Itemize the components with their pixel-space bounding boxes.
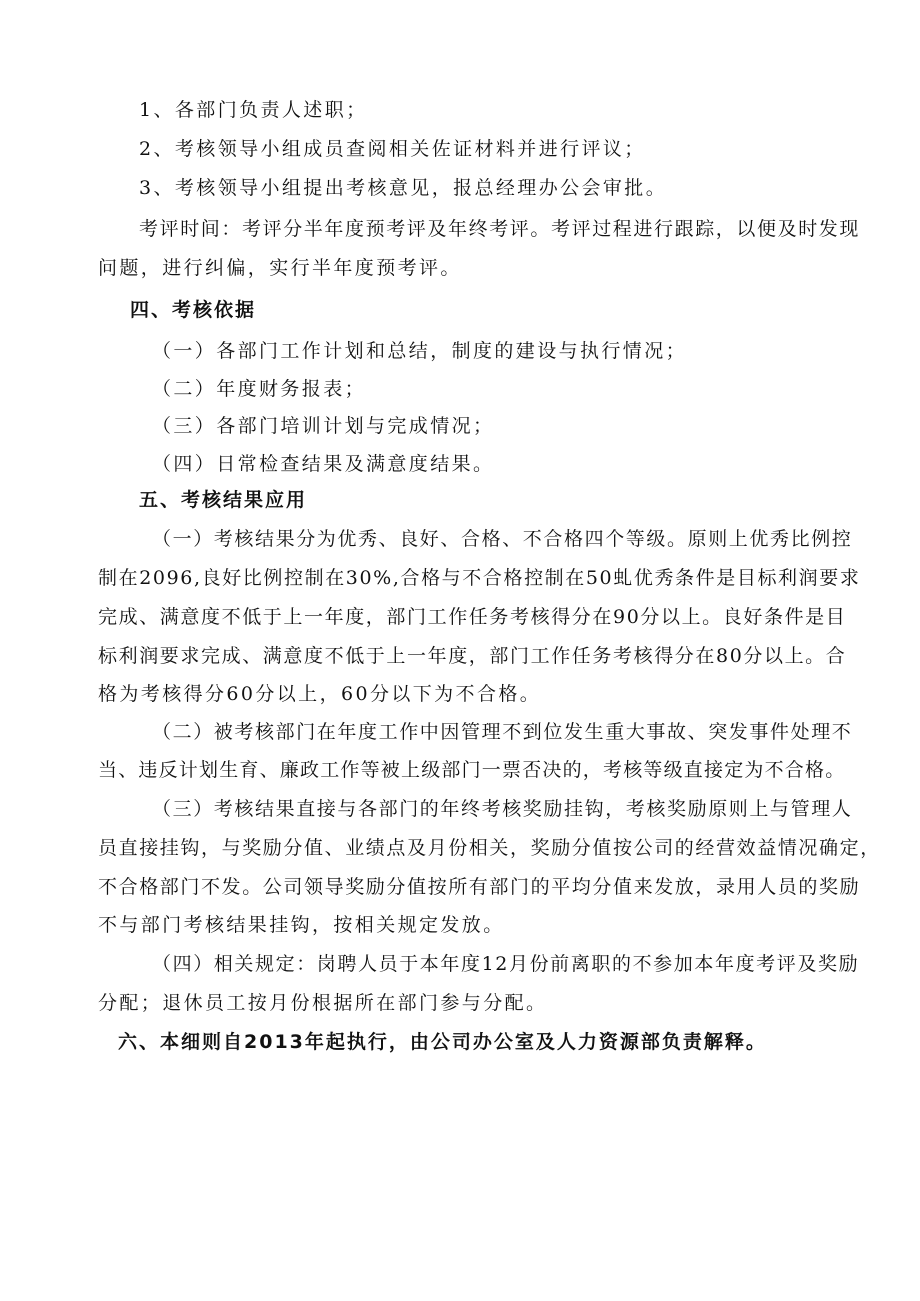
- section4-item-4: （四）日常检查结果及满意度结果。: [152, 453, 495, 475]
- section5-para1-line3: 完成、满意度不低于上一年度，部门工作任务考核得分在90分以上。良好条件是目: [98, 606, 847, 628]
- section5-para1-line4: 标利润要求完成、满意度不低于上一年度，部门工作任务考核得分在80分以上。合: [98, 645, 847, 667]
- section5-para3-line1: （三）考核结果直接与各部门的年终考核奖励挂钩，考核奖励原则上与管理人: [152, 798, 853, 820]
- section5-para2-line2: 当、违反计划生育、廉政工作等被上级部门一票否决的，考核等级直接定为不合格。: [98, 759, 846, 781]
- timing-line-2: 问题，进行纠偏，实行半年度预考评。: [98, 257, 462, 279]
- section5-para3-line3: 不合格部门不发。公司领导奖励分值按所有部门的平均分值来发放，录用人员的奖励: [98, 876, 861, 898]
- section5-para3-line2: 员直接挂钩，与奖励分值、业绩点及月份相关，奖励分值按公司的经营效益情况确定，: [98, 837, 881, 859]
- section5-para3-line4: 不与部门考核结果挂钩，按相关规定发放。: [98, 914, 505, 936]
- section5-para4-line2: 分配；退休员工按月份根据所在部门参与分配。: [98, 992, 548, 1014]
- section5-para1-line1: （一）考核结果分为优秀、良好、合格、不合格四个等级。原则上优秀比例控: [152, 528, 853, 550]
- section5-para4-line1: （四）相关规定：岗聘人员于本年度12月份前离职的不参加本年度考评及奖励: [152, 953, 860, 975]
- section5-para1-line5: 格为考核得分60分以上，60分以下为不合格。: [98, 683, 542, 705]
- section4-item-2: （二）年度财务报表；: [152, 378, 367, 400]
- section5-para1-line2: 制在2096,良好比例控制在30%,合格与不合格控制在50虬优秀条件是目标利润要求: [98, 567, 861, 589]
- procedure-step-3: 3、考核领导小组提出考核意见，报总经理办公会审批。: [139, 177, 668, 199]
- procedure-step-2: 2、考核领导小组成员查阅相关佐证材料并进行评议；: [139, 138, 646, 160]
- section5-heading: 五、考核结果应用: [139, 489, 308, 511]
- section5-para2-line1: （二）被考核部门在年度工作中因管理不到位发生重大事故、突发事件处理不: [152, 721, 853, 743]
- section4-heading: 四、考核依据: [130, 299, 257, 321]
- section4-item-3: （三）各部门培训计划与完成情况；: [152, 415, 495, 437]
- procedure-step-1: 1、各部门负责人述职；: [139, 99, 368, 121]
- timing-line-1: 考评时间：考评分半年度预考评及年终考评。考评过程进行跟踪，以便及时发现: [139, 218, 861, 240]
- section4-item-1: （一）各部门工作计划和总结，制度的建设与执行情况；: [152, 340, 688, 362]
- section6-text: 六、本细则自2013年起执行，由公司办公室及人力资源部负责解释。: [118, 1031, 767, 1053]
